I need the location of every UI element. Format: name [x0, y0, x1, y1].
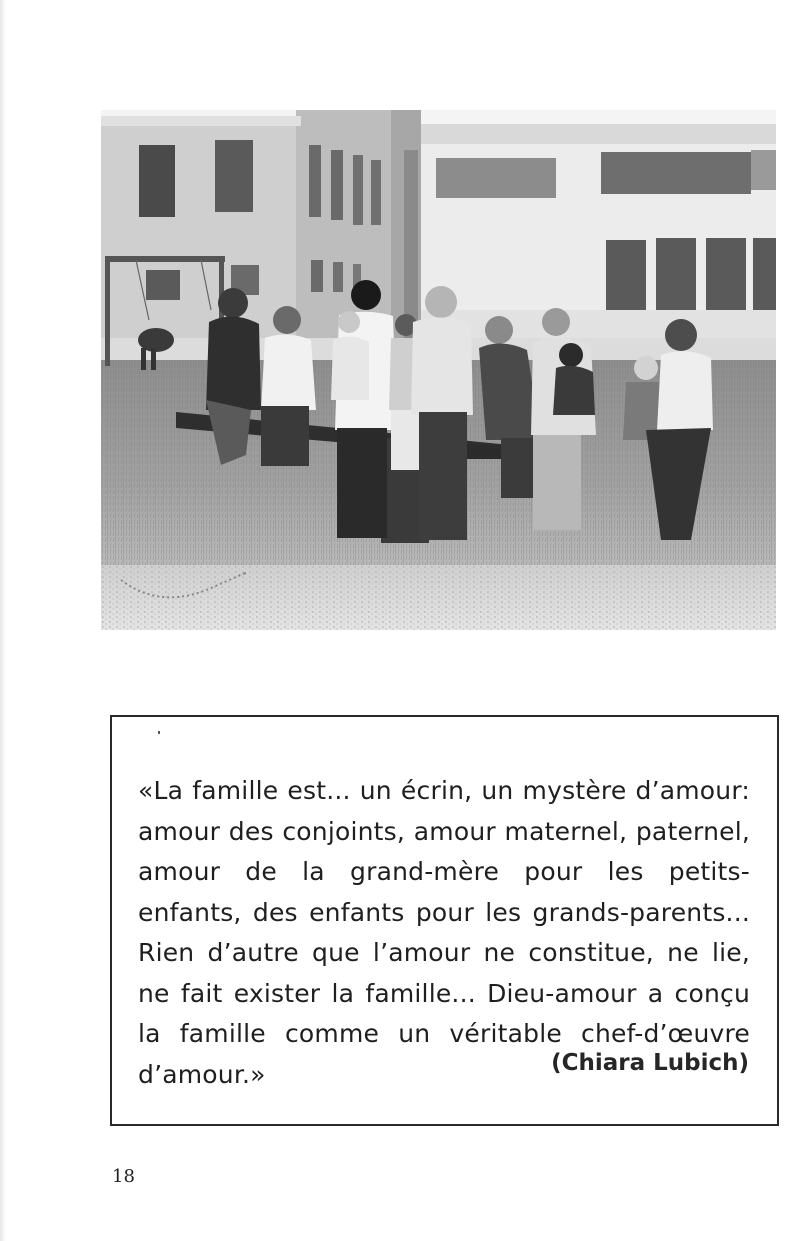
scan-speck — [158, 731, 160, 734]
scan-edge — [0, 0, 6, 1241]
page-number: 18 — [112, 1166, 135, 1187]
group-photo — [101, 110, 776, 630]
quote-text: «La famille est... un écrin, un mystère d’amour: amour des conjoints, amour maternel, paternel, amour de la grand-mère pour les petits-enfants, des enfants pour les grands-parents... Rien d’autre que l’amour ne constitue, ne lie, ne fait exister la famille... Dieu-amour a conçu la famille comme un véritable chef-d’œuvre d’amour.» — [138, 776, 750, 1089]
quote-box — [110, 715, 779, 1126]
group-photo-illustration — [101, 110, 776, 630]
right-building — [421, 124, 776, 350]
quote-author: (Chiara Lubich) — [551, 1050, 749, 1076]
